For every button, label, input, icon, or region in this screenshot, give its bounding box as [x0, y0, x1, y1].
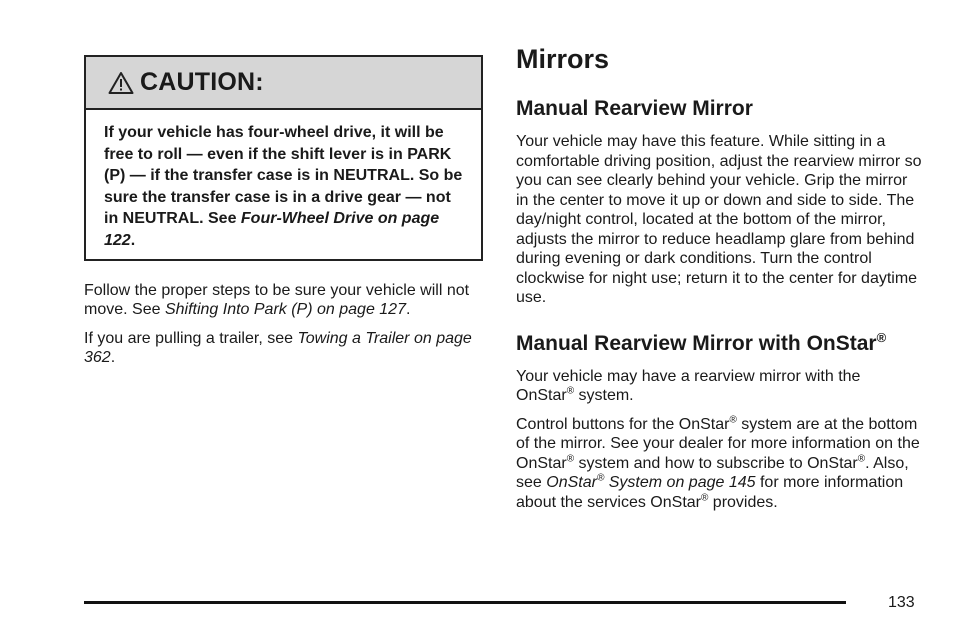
cross-reference-park: Shifting Into Park (P) on page 127 [164, 301, 406, 318]
cross-reference-onstar: OnStar® System on page 145 [546, 472, 756, 491]
caution-header [86, 57, 481, 110]
heading-mirror-with-onstar: Manual Rearview Mirror with OnStar® [516, 329, 887, 355]
page-number: 133 [888, 594, 915, 611]
caution-text: If your vehicle has four-wheel drive, it will be free to roll — even if the shift lever is in PARK (P) — if the transfer case is in NEUTRAL. So be sure the transfer case is in a drive gear — not in NEUTRAL. See Four-Wheel Drive on page 122. [104, 124, 463, 249]
paragraph-trailer: If you are pulling a trailer, see Towing a Trailer on page 362. [84, 330, 472, 366]
paragraph-onstar-buttons: Control buttons for the OnStar® system are at the bottom of the mirror. See your dealer for more information on the OnStar® system and how to subscribe to OnStar®. Also, see OnStar® System on page 145 for more information about the services OnStar® provides. [516, 414, 920, 511]
caution-box [84, 55, 483, 261]
caution-cross-reference: Four-Wheel Drive on page 122 [104, 210, 440, 249]
heading-manual-rearview-mirror: Manual Rearview Mirror [516, 97, 753, 120]
footer-rule [84, 601, 846, 604]
paragraph-rearview-mirror: Your vehicle may have this feature. While sitting in a comfortable driving position, adjust the rearview mirror so you can see clearly behind your vehicle. Grip the mirror in the center to move it up or down and side to side. The day/night control, located at the bottom of the mirror, adjusts the mirror to reduce headlamp glare from behind during evening or dark conditions. Turn the control clockwise for night use; return it to the center for daytime use. [516, 133, 922, 306]
right-column [516, 42, 922, 512]
left-body-text [84, 281, 486, 377]
section-title: Mirrors [516, 44, 610, 74]
caution-title: CAUTION: [140, 68, 264, 96]
paragraph-follow-steps: Follow the proper steps to be sure your vehicle will not move. See Shifting Into Park (P) on page 127. [84, 282, 470, 318]
warning-icon [108, 71, 134, 95]
paragraph-onstar-mirror: Your vehicle may have a rearview mirror with the OnStar® system. [516, 367, 861, 404]
cross-reference-trailer: Towing a Trailer on page 362 [84, 330, 472, 366]
